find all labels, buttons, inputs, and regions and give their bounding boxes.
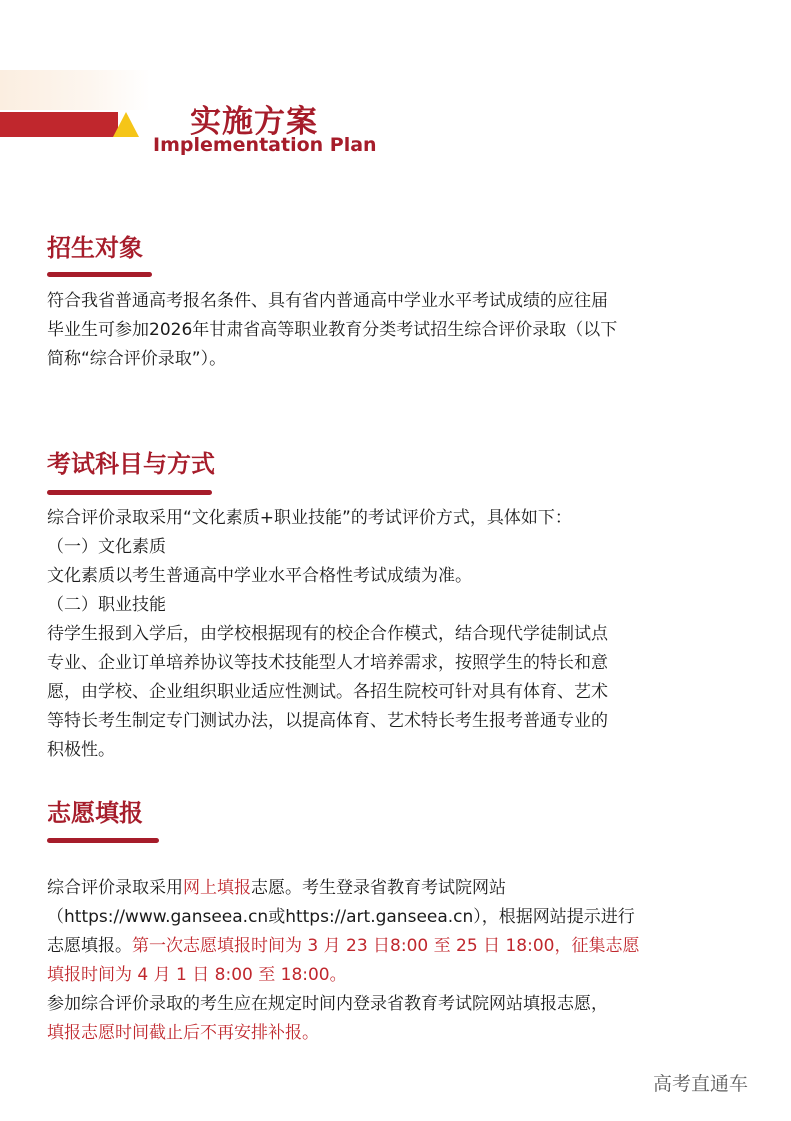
header-yellow-triangle <box>113 112 139 137</box>
page-subtitle: Implementation Plan <box>153 134 377 156</box>
text-line: 简称“综合评价录取”）。 <box>47 349 227 369</box>
text-line: 愿，由学校、企业组织职业适应性测试。各招生院校可针对具有体育、艺术 <box>47 682 608 702</box>
section-heading-application: 志愿填报 <box>47 799 143 827</box>
text-line: 待学生报到入学后，由学校根据现有的校企合作模式，结合现代学徒制试点 <box>47 624 608 644</box>
section-underline <box>47 272 152 277</box>
section-heading-exam-subjects: 考试科目与方式 <box>47 450 215 478</box>
text-line: 综合评价录取采用“文化素质+职业技能”的考试评价方式，具体如下： <box>47 508 572 528</box>
text-line: 志愿填报。第一次志愿填报时间为 3 月 23 日8:00 至 25 日 18:00，征集志愿 <box>47 936 640 956</box>
watermark-text: 高考直通车 <box>653 1073 749 1095</box>
page-title: 实施方案 <box>190 104 318 140</box>
text-line: 参加综合评价录取的考生应在规定时间内登录省教育考试院网站填报志愿， <box>47 994 608 1014</box>
header-decor-fade <box>0 70 150 110</box>
text-line: 专业、企业订单培养协议等技术技能型人才培养需求，按照学生的特长和意 <box>47 653 608 673</box>
highlight-text: 第一次志愿填报时间为 3 月 23 日8:00 至 25 日 18:00，征集志愿 <box>132 936 640 956</box>
text-line: 积极性。 <box>47 740 115 760</box>
highlight-text: 填报时间为 4 月 1 日 8:00 至 18:00。 <box>47 965 347 985</box>
text-line: （一）文化素质 <box>47 537 166 557</box>
text-line: （https://www.ganseea.cn或https://art.ganseea.cn），根据网站提示进行 <box>47 907 635 927</box>
header-red-tab <box>0 112 118 137</box>
text-line: 符合我省普通高考报名条件、具有省内普通高中学业水平考试成绩的应往届 <box>47 291 608 311</box>
section-heading-enrollment-target: 招生对象 <box>47 234 143 262</box>
section-body-exam-subjects <box>47 504 747 765</box>
section-underline <box>47 838 159 843</box>
section-body-application <box>47 874 747 1048</box>
text-line: 文化素质以考生普通高中学业水平合格性考试成绩为准。 <box>47 566 472 586</box>
text-line: （二）职业技能 <box>47 595 166 615</box>
highlight-text: 网上填报 <box>183 878 251 898</box>
text-line: 毕业生可参加2026年甘肃省高等职业教育分类考试招生综合评价录取（以下 <box>47 320 618 340</box>
text-line: 等特长考生制定专门测试办法，以提高体育、艺术特长考生报考普通专业的 <box>47 711 608 731</box>
highlight-text: 填报志愿时间截止后不再安排补报。 <box>47 1023 319 1043</box>
section-body-enrollment-target <box>47 287 747 374</box>
section-underline <box>47 490 212 495</box>
text-line: 综合评价录取采用网上填报志愿。考生登录省教育考试院网站 <box>47 878 506 898</box>
